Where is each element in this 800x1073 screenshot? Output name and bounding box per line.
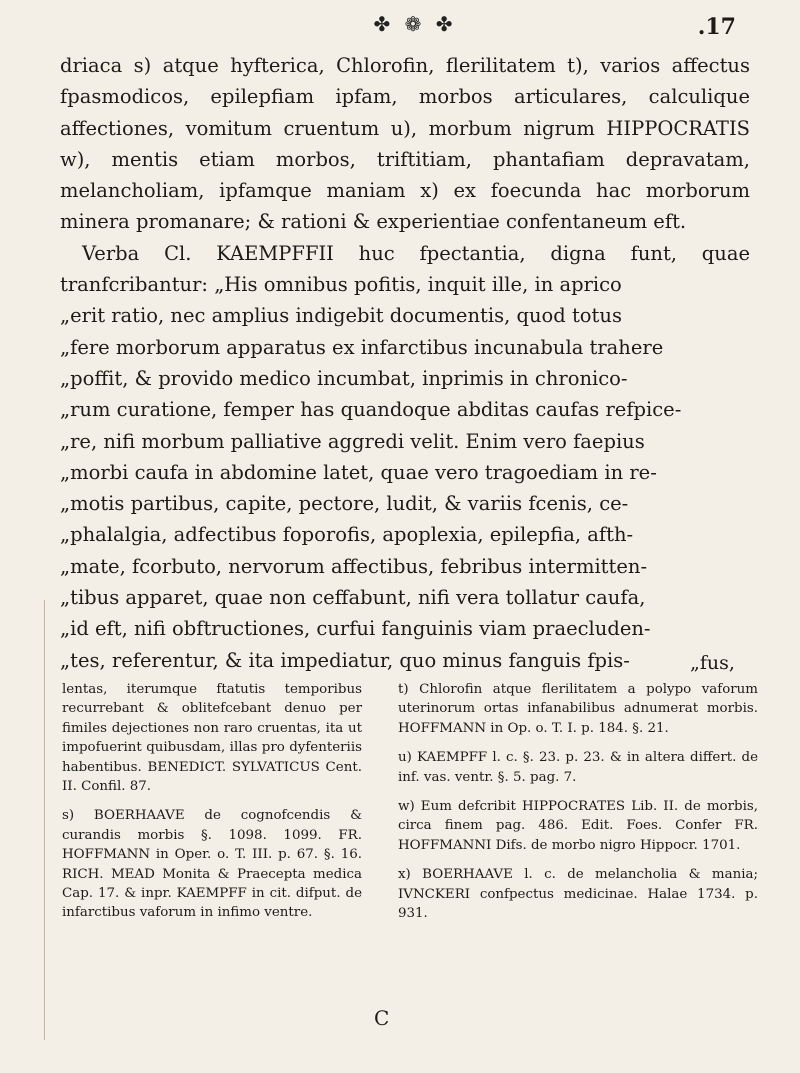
main-text bbox=[60, 50, 750, 676]
quote-line: „rum curatione, femper has quandoque abditas caufas refpice- bbox=[60, 398, 682, 422]
footnote-s: s) BOERHAAVE de cognofcendis & curandis morbis §. 1098. 1099. FR. HOFFMANN in Oper. o. T. III. p. 67. §. 16. RICH. MEAD Monita & Praecepta medica Cap. 17. & inpr. KAEMPFF in cit. difput. de infarctibus vaforum in infimo ventre. bbox=[62, 808, 362, 921]
footnote-x: x) BOERHAAVE l. c. de melancholia & mania; IVNCKERI confpectus medicinae. Halae 1734. p. 931. bbox=[398, 867, 758, 922]
footnote-u: u) KAEMPFF l. c. §. 23. p. 23. & in altera differt. de inf. vas. ventr. §. 5. pag. 7. bbox=[398, 750, 758, 785]
quote-line: „tibus apparet, quae non ceffabunt, nifi vera tollatur caufa, bbox=[60, 586, 646, 610]
quote-line: „poffit, & provido medico incumbat, inprimis in chronico- bbox=[60, 366, 628, 390]
quote-line: „id eft, nifi obftructiones, curfui fanguinis viam praecluden- bbox=[60, 617, 651, 641]
paragraph-1: driaca s) atque hyfterica, Chlorofin, flerilitatem t), varios affectus fpasmodicos, epilepfiam ipfam, morbos articulares, calculique affectiones, vomitum cruentum u), morbum nigrum HIPPOCRATIS w), mentis etiam morbos, triftitiam, phantafiam depravatam, melancholiam, ipfamque maniam x) ex foecunda hac morborum minera promanare; & rationi & experientiae confentaneum eft. bbox=[60, 54, 750, 234]
footnote-w: w) Eum defcribit HIPPOCRATES Lib. II. de morbis, circa finem pag. 486. Edit. Foes. Confer FR. HOFFMANNI Difs. de morbo nigro Hippocr. 1701. bbox=[398, 799, 758, 853]
signature-mark: C bbox=[374, 1006, 390, 1030]
quote-line: „tes, referentur, & ita impediatur, quo minus fanguis fpis- bbox=[60, 648, 630, 672]
page-number: .17 bbox=[697, 14, 736, 40]
footnotes-right-column bbox=[398, 680, 758, 933]
header-ornament: ✤ ❁ ✤ bbox=[373, 12, 457, 36]
paragraph-2-intro: Verba Cl. KAEMPFFII huc fpectantia, digna funt, quae tranfcribantur: „His omnibus pofitis, inquit ille, in aprico bbox=[60, 241, 750, 297]
quote-line: „erit ratio, nec amplius indigebit documentis, quod totus bbox=[60, 304, 622, 328]
quote-line: „re, nifi morbum palliative aggredi velit. Enim vero faepius bbox=[60, 429, 645, 453]
quote-line: „fere morborum apparatus ex infarctibus incunabula trahere bbox=[60, 335, 664, 359]
quote-line: „phalalgia, adfectibus foporofis, apoplexia, epilepfia, afth- bbox=[60, 523, 634, 547]
quote-line: „morbi caufa in abdomine latet, quae vero tragoediam in re- bbox=[60, 460, 657, 484]
footnotes-left-column bbox=[62, 680, 362, 933]
margin-rule bbox=[44, 600, 45, 1040]
quote-line: „motis partibus, capite, pectore, ludit, & variis fcenis, ce- bbox=[60, 492, 629, 516]
footnote-t: t) Chlorofin atque flerilitatem a polypo vaforum uterinorum ortas infanabilibus adnumerat morbis. HOFFMANN in Op. o. T. I. p. 184. §. 21. bbox=[398, 682, 758, 736]
footnote: lentas, iterumque ftatutis temporibus recurrebant & oblitefcebant denuo per fimiles dejectiones non raro cruentas, ita ut impofuerint quibusdam, illas pro dyfenteriis habentibus. BENEDICT. SYLVATICUS Cent. II. Confil. 87. bbox=[62, 682, 362, 795]
quote-line: „mate, fcorbuto, nervorum affectibus, febribus intermitten- bbox=[60, 554, 648, 578]
kaempff-quote bbox=[60, 300, 750, 676]
catchword: „fus, bbox=[690, 652, 735, 674]
